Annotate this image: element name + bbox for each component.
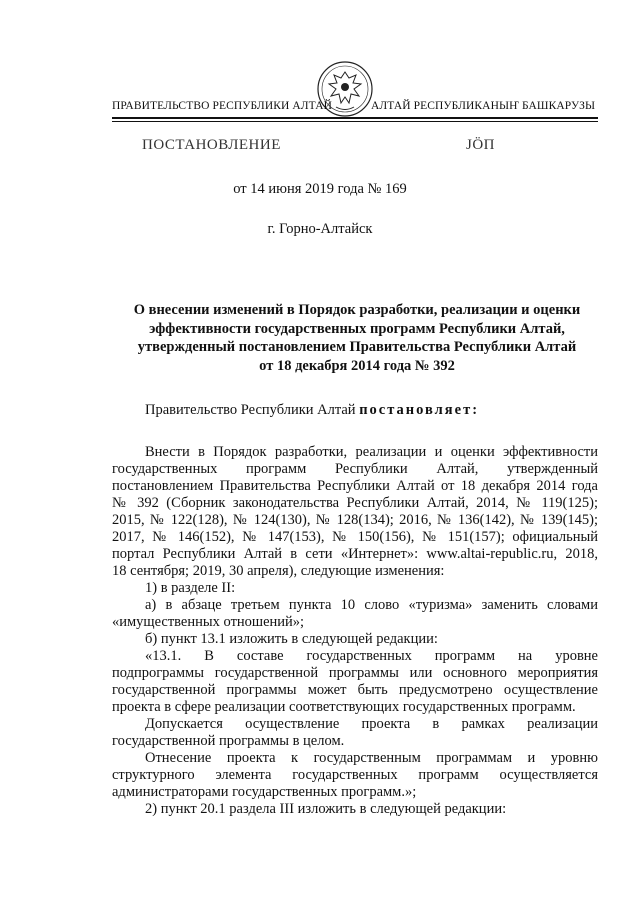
document-kind-ru: ПОСТАНОВЛЕНИЕ [142,137,281,153]
body-line: «имущественных отношений»; [112,614,305,630]
title-line: от 18 декабря 2014 года № 392 [259,357,455,374]
document-kind-alt: ЈӦП [466,137,496,153]
body-line: Отнесение проекта к государственным программам и уровню [145,750,598,766]
document-date-number: от 14 июня 2019 года № 169 [233,181,407,197]
body-line: Внести в Порядок разработки, реализации и оценки эффективности [145,444,598,460]
body-line: государственных программ Республики Алтай, утвержденный [112,461,598,477]
body-line: «13.1. В составе государственных программ на уровне [145,648,598,664]
body-line: государственной программы может быть предусмотрено осуществление [112,682,598,698]
body-line: 18 сентября; 2019, 30 апреля), следующие изменения: [112,563,445,579]
body-line: подпрограммы государственной программы или основного мероприятия [112,665,598,681]
body-line: 2017, № 146(152), № 147(153), № 150(156), № 151(157); официальный [112,529,598,545]
body-line: постановлением Правительства Республики Алтай от 18 декабря 2014 года [112,478,598,494]
body-line: проекта в сфере реализации соответствующих государственных программ. [112,699,576,715]
body-line: государственной программы в целом. [112,733,345,749]
preamble [145,402,479,419]
body-line: а) в абзаце третьем пункта 10 слово «туризма» заменить словами [145,597,598,613]
body-line: Допускается осуществление проекта в рамках реализации [145,716,598,732]
title-line: утвержденный постановлением Правительства Республики Алтай [137,339,577,355]
title-line: О внесении изменений в Порядок разработки, реализации и оценки [133,302,581,318]
body-line: администраторами государственных программ.»; [112,784,417,800]
preamble-emphasis: постановляет: [359,402,480,418]
body-line: 1) в разделе II: [145,580,236,596]
title-line: эффективности государственных программ Республики Алтай, [149,320,565,337]
government-name-ru: ПРАВИТЕЛЬСТВО РЕСПУБЛИКИ АЛТАЙ [112,100,333,112]
government-name-alt: АЛТАЙ РЕСПУБЛИКАНЫҤ БАШКАРУЗЫ [371,100,596,112]
body-line: б) пункт 13.1 изложить в следующей редакции: [145,631,438,647]
preamble-text: Правительство Республики Алтай [145,402,360,418]
document-city: г. Горно-Алтайск [267,221,373,237]
body-line: портал Республики Алтай в сети «Интернет»: www.altai-republic.ru, 2018, [112,546,598,562]
body-line: 2015, № 122(128), № 124(130), № 128(134); 2016, № 136(142), № 139(145); [112,512,598,528]
body-line: 2) пункт 20.1 раздела III изложить в следующей редакции: [145,801,507,817]
body-line: структурного элемента государственных программ осуществляется [112,767,598,783]
body-line: № 392 (Сборник законодательства Республики Алтай, 2014, № 119(125); [112,495,598,511]
